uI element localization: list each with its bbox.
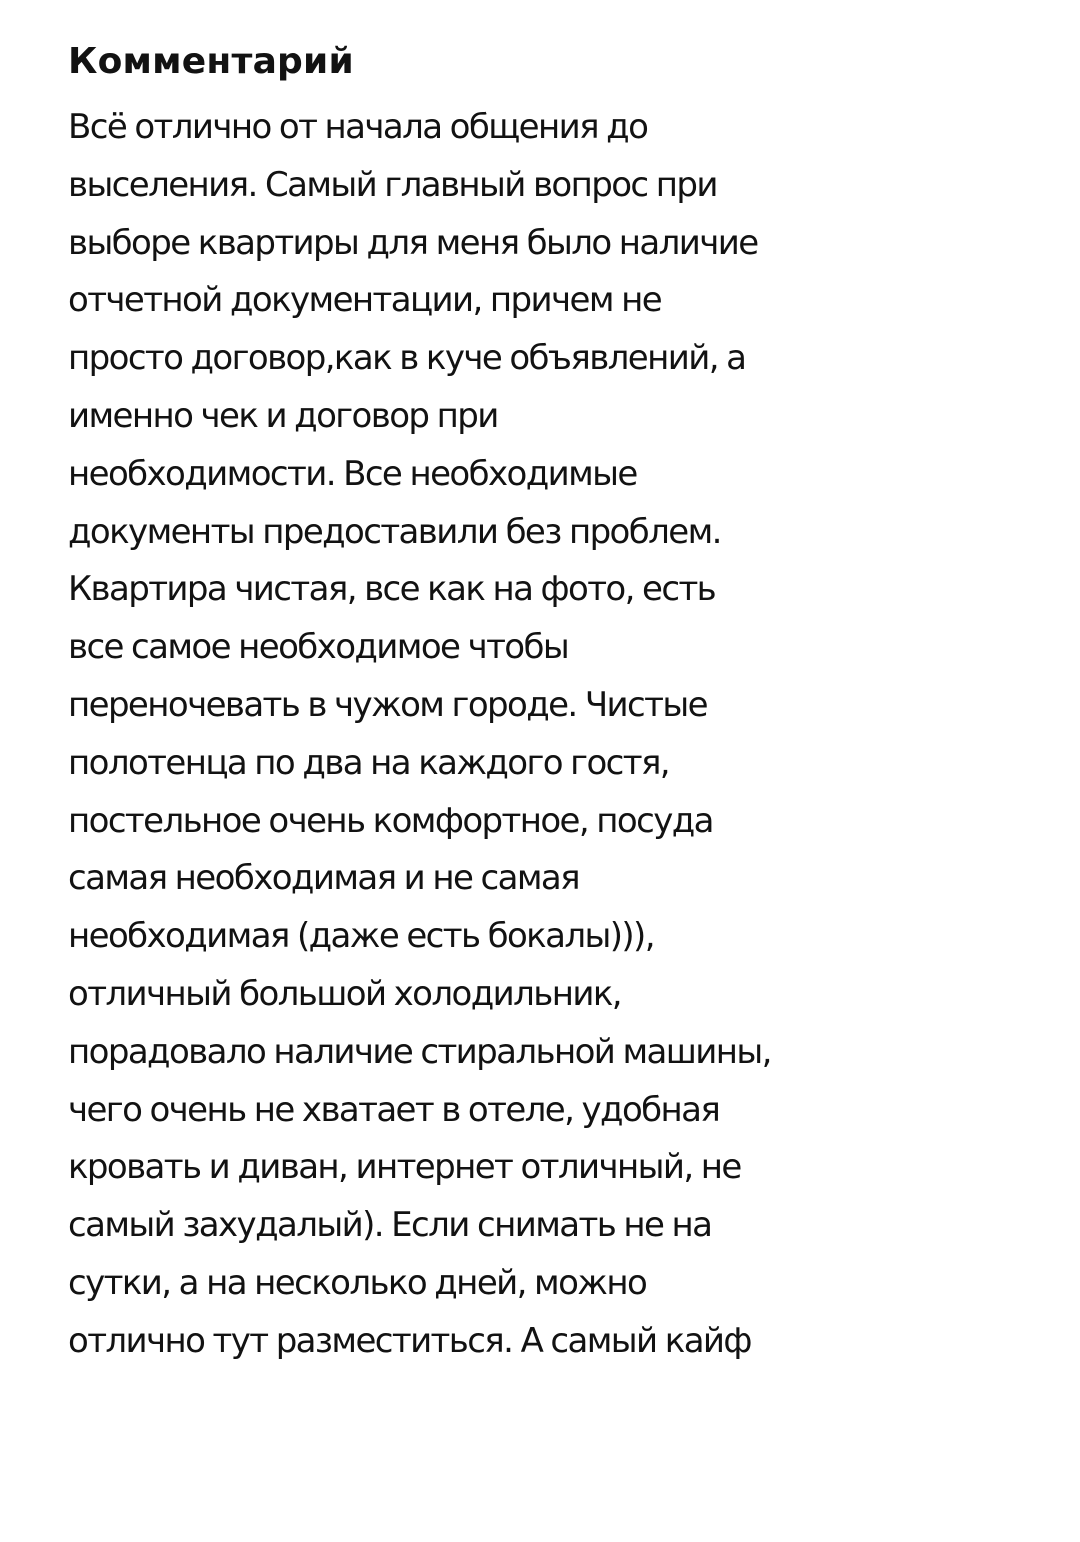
comment-line: кровать и диван, интернет отличный, не bbox=[68, 1147, 741, 1188]
comment-line: необходимая (даже есть бокалы))), bbox=[68, 916, 654, 957]
comment-line: самая необходимая и не самая bbox=[68, 858, 579, 899]
comment-line: документы предоставили без проблем. bbox=[68, 511, 721, 552]
comment-line: Квартира чистая, все как на фото, есть bbox=[68, 569, 716, 610]
comment-line: выборе квартиры для меня было наличие bbox=[68, 222, 758, 263]
review-comment bbox=[68, 36, 1058, 1371]
comment-line: выселения. Самый главный вопрос при bbox=[68, 164, 717, 205]
comment-line: все самое необходимое чтобы bbox=[68, 627, 569, 668]
comment-line: Всё отлично от начала общения до bbox=[68, 107, 648, 147]
comment-text bbox=[68, 99, 1058, 1371]
comment-line: порадовало наличие стиральной машины, bbox=[68, 1031, 771, 1072]
comment-line: просто договор,как в куче объявлений, а bbox=[68, 338, 746, 379]
comment-line: отчетной документации, причем не bbox=[68, 280, 662, 321]
comment-line: переночевать в чужом городе. Чистые bbox=[68, 684, 707, 725]
comment-line: полотенца по два на каждого гостя, bbox=[68, 742, 670, 783]
comment-line: необходимости. Все необходимые bbox=[68, 453, 637, 494]
comment-line: отличный большой холодильник, bbox=[68, 973, 621, 1014]
comment-line: постельное очень комфортное, посуда bbox=[68, 800, 713, 841]
comment-line: сутки, а на несколько дней, можно bbox=[68, 1262, 647, 1303]
comment-line: отлично тут разместиться. А самый кайф bbox=[68, 1320, 751, 1361]
comment-line: самый захудалый). Если снимать не на bbox=[68, 1205, 712, 1246]
comment-line: чего очень не хватает в отеле, удобная bbox=[68, 1089, 720, 1130]
comment-heading: Комментарий bbox=[68, 41, 354, 82]
comment-line: именно чек и договор при bbox=[68, 395, 498, 436]
